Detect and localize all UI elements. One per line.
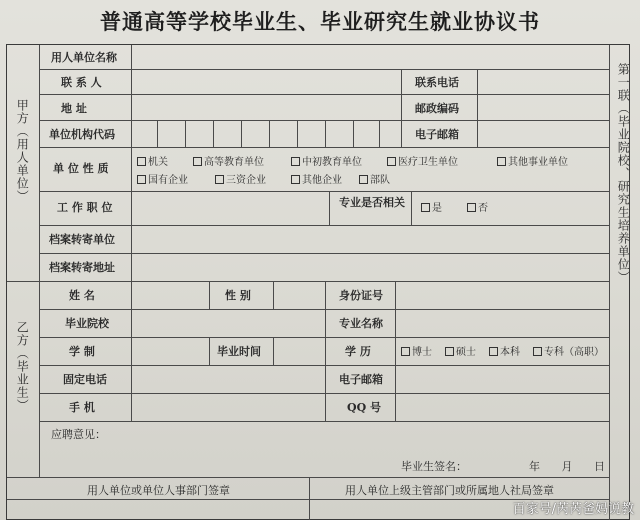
checkbox-icon[interactable] <box>291 175 300 184</box>
label-org-code: 单位机构代码 <box>49 128 115 141</box>
label-job-title: 工 作 职 位 <box>57 201 113 214</box>
option-related-yes[interactable]: 是 <box>421 203 442 214</box>
checkbox-icon[interactable] <box>533 347 542 356</box>
option-state-owned[interactable]: 国有企业 <box>137 175 188 186</box>
option-military[interactable]: 部队 <box>359 175 390 186</box>
option-doctor[interactable]: 博士 <box>401 347 432 358</box>
party-divider <box>7 281 609 282</box>
checkbox-icon[interactable] <box>401 347 410 356</box>
label-postal-code: 邮政编码 <box>415 102 459 115</box>
label-email-b: 电子邮箱 <box>339 373 383 386</box>
checkbox-icon[interactable] <box>291 157 300 166</box>
label-contact-phone: 联系电话 <box>415 76 459 89</box>
label-duration: 学 制 <box>69 345 95 358</box>
checkbox-icon[interactable] <box>489 347 498 356</box>
party-b-label: 乙方（毕业生） <box>15 321 30 412</box>
label-archive-address: 档案转寄地址 <box>49 261 115 274</box>
label-education: 学 历 <box>345 345 371 358</box>
label-major: 专业名称 <box>339 317 383 330</box>
checkbox-icon[interactable] <box>215 175 224 184</box>
option-other-enterprise[interactable]: 其他企业 <box>291 175 342 186</box>
checkbox-icon[interactable] <box>359 175 368 184</box>
form-title: 普通高等学校毕业生、毕业研究生就业协议书 <box>100 9 540 34</box>
label-id-number: 身份证号 <box>339 289 383 302</box>
copy-note: 第一联（毕业院校、研究生培养单位） <box>616 63 631 284</box>
label-landline: 固定电话 <box>63 373 107 386</box>
checkbox-icon[interactable] <box>137 157 146 166</box>
checkbox-icon[interactable] <box>387 157 396 166</box>
watermark-text: 百家号/芮芮爸妈说教 <box>512 502 634 517</box>
option-primary-secondary-education[interactable]: 中初教育单位 <box>291 157 362 168</box>
right-margin-divider <box>609 45 610 520</box>
label-signature: 毕业生签名： <box>401 460 467 473</box>
checkbox-icon[interactable] <box>497 157 506 166</box>
checkbox-icon[interactable] <box>193 157 202 166</box>
label-grad-time: 毕业时间 <box>217 345 261 358</box>
stamp-left-header: 用人单位或单位人事部门签章 <box>87 484 230 497</box>
label-unit-nature: 单 位 性 质 <box>53 162 109 175</box>
option-related-no[interactable]: 否 <box>467 203 488 214</box>
label-email-a: 电子邮箱 <box>415 128 459 141</box>
side-label-divider <box>39 45 40 477</box>
label-contact-person: 联 系 人 <box>61 76 102 89</box>
checkbox-icon[interactable] <box>137 175 146 184</box>
label-mobile: 手 机 <box>69 401 95 414</box>
option-higher-education[interactable]: 高等教育单位 <box>193 157 264 168</box>
form-sheet <box>6 44 630 520</box>
checkbox-icon[interactable] <box>445 347 454 356</box>
label-unit-name: 用人单位名称 <box>51 51 117 64</box>
label-archive-unit: 档案转寄单位 <box>49 233 115 246</box>
checkbox-icon[interactable] <box>421 203 430 212</box>
option-bachelor[interactable]: 本科 <box>489 347 520 358</box>
label-major-related: 专业是否相关 <box>339 196 405 209</box>
option-medical[interactable]: 医疗卫生单位 <box>387 157 458 168</box>
stamp-right-header: 用人单位上级主管部门或所属地人社局签章 <box>345 484 554 497</box>
label-qq: QQ 号 <box>347 401 381 414</box>
option-other-public[interactable]: 其他事业单位 <box>497 157 568 168</box>
option-junior-college[interactable]: 专科（高职） <box>533 347 604 358</box>
label-address: 地 址 <box>61 102 87 115</box>
checkbox-icon[interactable] <box>467 203 476 212</box>
label-school: 毕业院校 <box>65 317 109 330</box>
label-name: 姓 名 <box>69 289 95 302</box>
label-gender: 性 别 <box>225 289 251 302</box>
option-government[interactable]: 机关 <box>137 157 168 168</box>
option-master[interactable]: 硕士 <box>445 347 476 358</box>
label-date: 年 月 日 <box>529 460 605 473</box>
label-opinion: 应聘意见： <box>51 428 106 441</box>
party-a-label: 甲方（用人单位） <box>15 99 30 203</box>
option-foreign-invested[interactable]: 三资企业 <box>215 175 266 186</box>
